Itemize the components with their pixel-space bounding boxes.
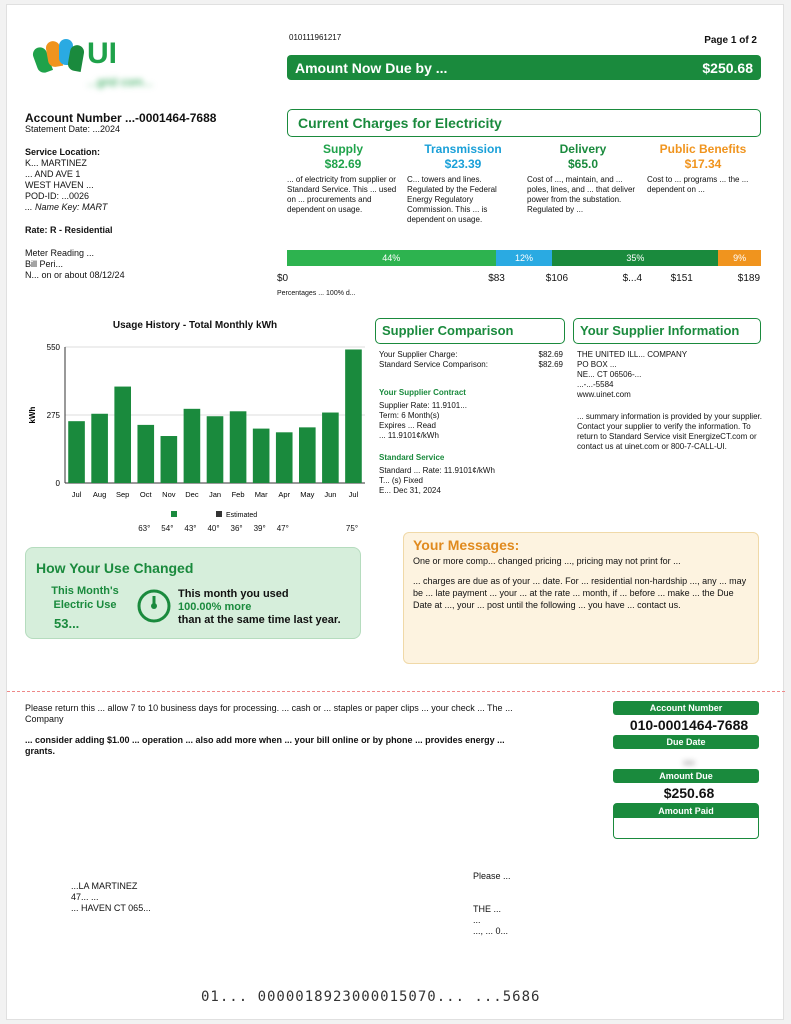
remit-address xyxy=(473,871,511,937)
use-change-percent: 100.00% more xyxy=(178,601,252,613)
x-tick-label: Dec xyxy=(185,490,199,499)
temperature-row xyxy=(27,524,367,536)
y-tick-label: 275 xyxy=(46,411,60,420)
temperature-value: 43° xyxy=(184,524,197,533)
standard-comparison-label: Standard Service Comparison: xyxy=(379,360,488,369)
contract-line: Supplier Rate: 11.9101... xyxy=(379,401,467,410)
charge-desc: ... of electricity from supplier or Standard Service. This ... used on ... procurements and dependent on usage. xyxy=(287,175,397,214)
message-paragraph: ... charges are due as of your ... date. For ... residential non-hardship ..., any ... may be ... late payment ... your ... at the rate ... month, if ... before ... make ... the Due Date at ..., your ... post until the following ... you have ... contact us. xyxy=(413,576,747,610)
amount-paid-box[interactable] xyxy=(613,803,759,839)
charges-breakdown-bar xyxy=(287,250,761,266)
supplier-charge-label: Your Supplier Charge: xyxy=(379,350,458,359)
account-number: ...-0001464-7688 xyxy=(125,111,217,125)
supplier-charge: $82.69 xyxy=(538,350,563,359)
y-axis-label: kWh xyxy=(28,406,37,424)
service-city: WEST HAVEN ... xyxy=(25,180,94,190)
bar-segment: 35% xyxy=(552,250,718,266)
percent-note: Percentages ... 100% d... xyxy=(277,290,356,297)
stub-account-value: 010-0001464-7688 xyxy=(629,717,749,733)
page-number: Page 1 of 2 xyxy=(704,35,757,46)
bar-tick-label: $...4 xyxy=(622,273,643,284)
bar-segment: 12% xyxy=(496,250,553,266)
use-change-message xyxy=(178,588,341,627)
y-tick-label: 0 xyxy=(55,479,60,488)
contract-line: Expires ... Read xyxy=(379,421,436,430)
service-location-label: Service Location: xyxy=(25,147,101,157)
bar-segment: 9% xyxy=(718,250,761,266)
customer-name: K... MARTINEZ xyxy=(25,158,87,168)
messages-panel xyxy=(403,532,759,664)
stub-text-1: Please return this ... allow 7 to 10 business days for processing. ... cash or ... staples or paper clips ... your check ... The ... Company xyxy=(25,703,513,724)
use-change-line1: This month you used xyxy=(178,588,289,600)
bar-segment: 44% xyxy=(287,250,496,266)
bill-page xyxy=(6,4,784,1020)
charge-heading: Transmission xyxy=(424,142,502,156)
charge-value: $82.69 xyxy=(324,157,362,171)
remit-line: ... xyxy=(473,915,481,925)
usage-history-chart xyxy=(21,335,371,525)
supplier-note: ... summary information is provided by your supplier. Contact your supplier to verify the information. To return to Standard Service visit EnergizeCT.com or contact us at uinet.com or 800-7-CALL-UI. xyxy=(577,412,762,451)
rate: Rate: R - Residential xyxy=(25,225,113,235)
usage-bar xyxy=(345,349,362,483)
usage-bar xyxy=(91,414,108,483)
usage-bar xyxy=(230,411,247,483)
statement-date: Statement Date: ...2024 xyxy=(25,124,121,134)
x-tick-label: Sep xyxy=(116,490,130,499)
temperature-value: 54° xyxy=(161,524,174,533)
usage-bar xyxy=(322,413,339,483)
address-line: 47... ... xyxy=(71,892,99,902)
stub-due-date-value: ... xyxy=(683,751,695,767)
temperature-value: 63° xyxy=(138,524,151,533)
next-read: N... on or about 08/12/24 xyxy=(25,270,125,280)
amount-due-banner xyxy=(287,55,761,80)
usage-history-title: Usage History - Total Monthly kWh xyxy=(112,320,278,331)
usage-bar xyxy=(276,432,293,483)
stub-text-2: ... consider adding $1.00 ... operation ... also add more when ... your bill online or by phone ... provides energy ... grants. xyxy=(25,735,505,756)
account-number-small: 010111961217 xyxy=(289,33,342,42)
charge-heading: Delivery xyxy=(559,142,607,156)
charge-value: $23.39 xyxy=(444,157,482,171)
usage-bar xyxy=(253,429,270,483)
legend-estimated-swatch xyxy=(216,511,222,517)
x-tick-label: Feb xyxy=(231,490,245,499)
standard-service-title: Standard Service xyxy=(379,453,445,462)
x-tick-label: Apr xyxy=(278,490,291,499)
charge-transmission xyxy=(403,142,523,225)
service-street: ... AND AVE 1 xyxy=(25,169,81,179)
address-line: ...LA MARTINEZ xyxy=(71,881,138,891)
usage-bar xyxy=(114,387,131,483)
gauge-icon xyxy=(136,588,172,624)
account-info xyxy=(25,113,265,281)
charge-value: $65.0 xyxy=(567,157,599,171)
account-number-label: Account Number xyxy=(25,111,122,125)
how-use-changed-title: How Your Use Changed xyxy=(36,560,194,576)
supplier-contract-title: Your Supplier Contract xyxy=(379,388,466,397)
pod-id: POD-ID: ...0026 xyxy=(25,191,90,201)
stub-account-label: Account Number xyxy=(613,701,759,715)
customer-mailing-address xyxy=(71,881,151,914)
remit-heading: Please ... xyxy=(473,871,511,881)
bar-tick-label: $83 xyxy=(488,273,505,284)
usage-bar xyxy=(184,409,201,483)
stub-instructions xyxy=(25,703,525,757)
supplier-line: ...-...-5584 xyxy=(577,380,614,389)
charge-public-benefits xyxy=(643,142,763,225)
usage-bar xyxy=(299,427,316,483)
standard-line: Standard ... Rate: 11.9101¢/kWh xyxy=(379,466,495,475)
temperature-value: 40° xyxy=(207,524,220,533)
temperature-value: 36° xyxy=(230,524,243,533)
standard-line: E... Dec 31, 2024 xyxy=(379,486,441,495)
message-paragraph: One or more comp... changed pricing ..., pricing may not print for ... xyxy=(413,556,681,566)
charge-heading: Public Benefits xyxy=(659,142,747,156)
stub-amount-due-label: Amount Due xyxy=(613,769,759,783)
tear-line xyxy=(7,691,785,692)
legend-actual-swatch xyxy=(171,511,177,517)
charge-supply xyxy=(283,142,403,225)
logo-subtext: ...grid com... xyxy=(87,75,154,89)
charge-desc: Cost of ..., maintain, and ... poles, lines, and ... that deliver power from the substation. Regulated by ... xyxy=(527,175,636,214)
bar-tick-label: $106 xyxy=(545,273,569,284)
standard-line: T... (s) Fixed xyxy=(379,476,424,485)
remit-line: THE ... xyxy=(473,904,502,914)
usage-bar xyxy=(207,416,224,483)
x-tick-label: Aug xyxy=(92,490,107,499)
charge-heading: Supply xyxy=(322,142,363,156)
y-tick-label: 550 xyxy=(46,343,60,352)
x-tick-label: Oct xyxy=(139,490,152,499)
usage-bar xyxy=(161,436,178,483)
how-use-changed-panel xyxy=(25,547,361,639)
x-tick-label: May xyxy=(300,490,315,499)
legend-estimated-label: Estimated xyxy=(226,512,258,519)
charges-columns xyxy=(283,142,763,225)
bar-tick-label: $151 xyxy=(670,273,693,284)
supplier-comparison-body xyxy=(379,350,563,496)
stub-summary xyxy=(613,701,765,839)
x-tick-label: Jun xyxy=(324,490,337,499)
temperature-value: 75° xyxy=(345,524,359,533)
meter-reading: Meter Reading ... xyxy=(25,248,95,258)
supplier-line: PO BOX ... xyxy=(577,360,617,369)
company-logo xyxy=(29,35,219,95)
charge-desc: Cost to ... programs ... the ... dependent on ... xyxy=(647,175,749,194)
charge-delivery xyxy=(523,142,643,225)
charge-value: $17.34 xyxy=(684,157,722,171)
x-tick-label: Jan xyxy=(208,490,222,499)
supplier-line: NE... CT 06506-... xyxy=(577,370,642,379)
charge-desc: C... towers and lines. Regulated by the Federal Energy Regulatory Commission. This ... is dependent on usage. xyxy=(407,175,497,224)
bar-tick-label: $0 xyxy=(277,273,289,284)
address-line: ... HAVEN CT 065... xyxy=(71,903,151,913)
supplier-information-body xyxy=(577,350,763,452)
due-banner-label: Amount Now Due by ... xyxy=(295,59,448,76)
bar-tick-label: $189 xyxy=(737,273,761,284)
contract-line: ... 11.9101¢/kWh xyxy=(379,431,439,440)
logo-text: UI xyxy=(87,37,117,70)
x-tick-label: Jul xyxy=(348,490,359,499)
temperature-value: 47° xyxy=(276,524,289,533)
x-tick-label: Mar xyxy=(254,490,268,499)
supplier-website: www.uinet.com xyxy=(577,390,631,399)
messages-title: Your Messages: xyxy=(413,537,520,553)
current-charges-title: Current Charges for Electricity xyxy=(287,109,761,137)
remit-line: ..., ... 0... xyxy=(473,926,509,936)
amount-paid-label: Amount Paid xyxy=(614,804,758,818)
stub-due-date-label: Due Date xyxy=(613,735,759,749)
supplier-comparison-title: Supplier Comparison xyxy=(375,318,565,344)
use-change-line3: than at the same time last year. xyxy=(178,614,341,626)
due-banner-amount: $250.68 xyxy=(702,59,753,76)
x-tick-label: Nov xyxy=(162,490,176,499)
contract-line: Term: 6 Month(s) xyxy=(379,411,440,420)
scan-line: 01... 0000018923000015070... ...5686 xyxy=(201,989,541,1005)
this-month-use-value: 53... xyxy=(54,616,80,631)
x-tick-label: Jul xyxy=(71,490,82,499)
supplier-information-title: Your Supplier Information xyxy=(573,318,761,344)
temperature-value: 39° xyxy=(253,524,266,533)
name-key: ... Name Key: MART xyxy=(25,202,108,212)
usage-bar xyxy=(137,425,154,483)
stub-amount-due-value: $250.68 xyxy=(663,785,715,801)
standard-comparison-value: $82.69 xyxy=(538,360,563,369)
bill-period: Bill Peri... xyxy=(25,259,64,269)
usage-bar xyxy=(68,421,85,483)
supplier-line: THE UNITED ILL... COMPANY xyxy=(577,350,688,359)
this-month-use-label: This Month's Electric Use xyxy=(51,585,119,611)
